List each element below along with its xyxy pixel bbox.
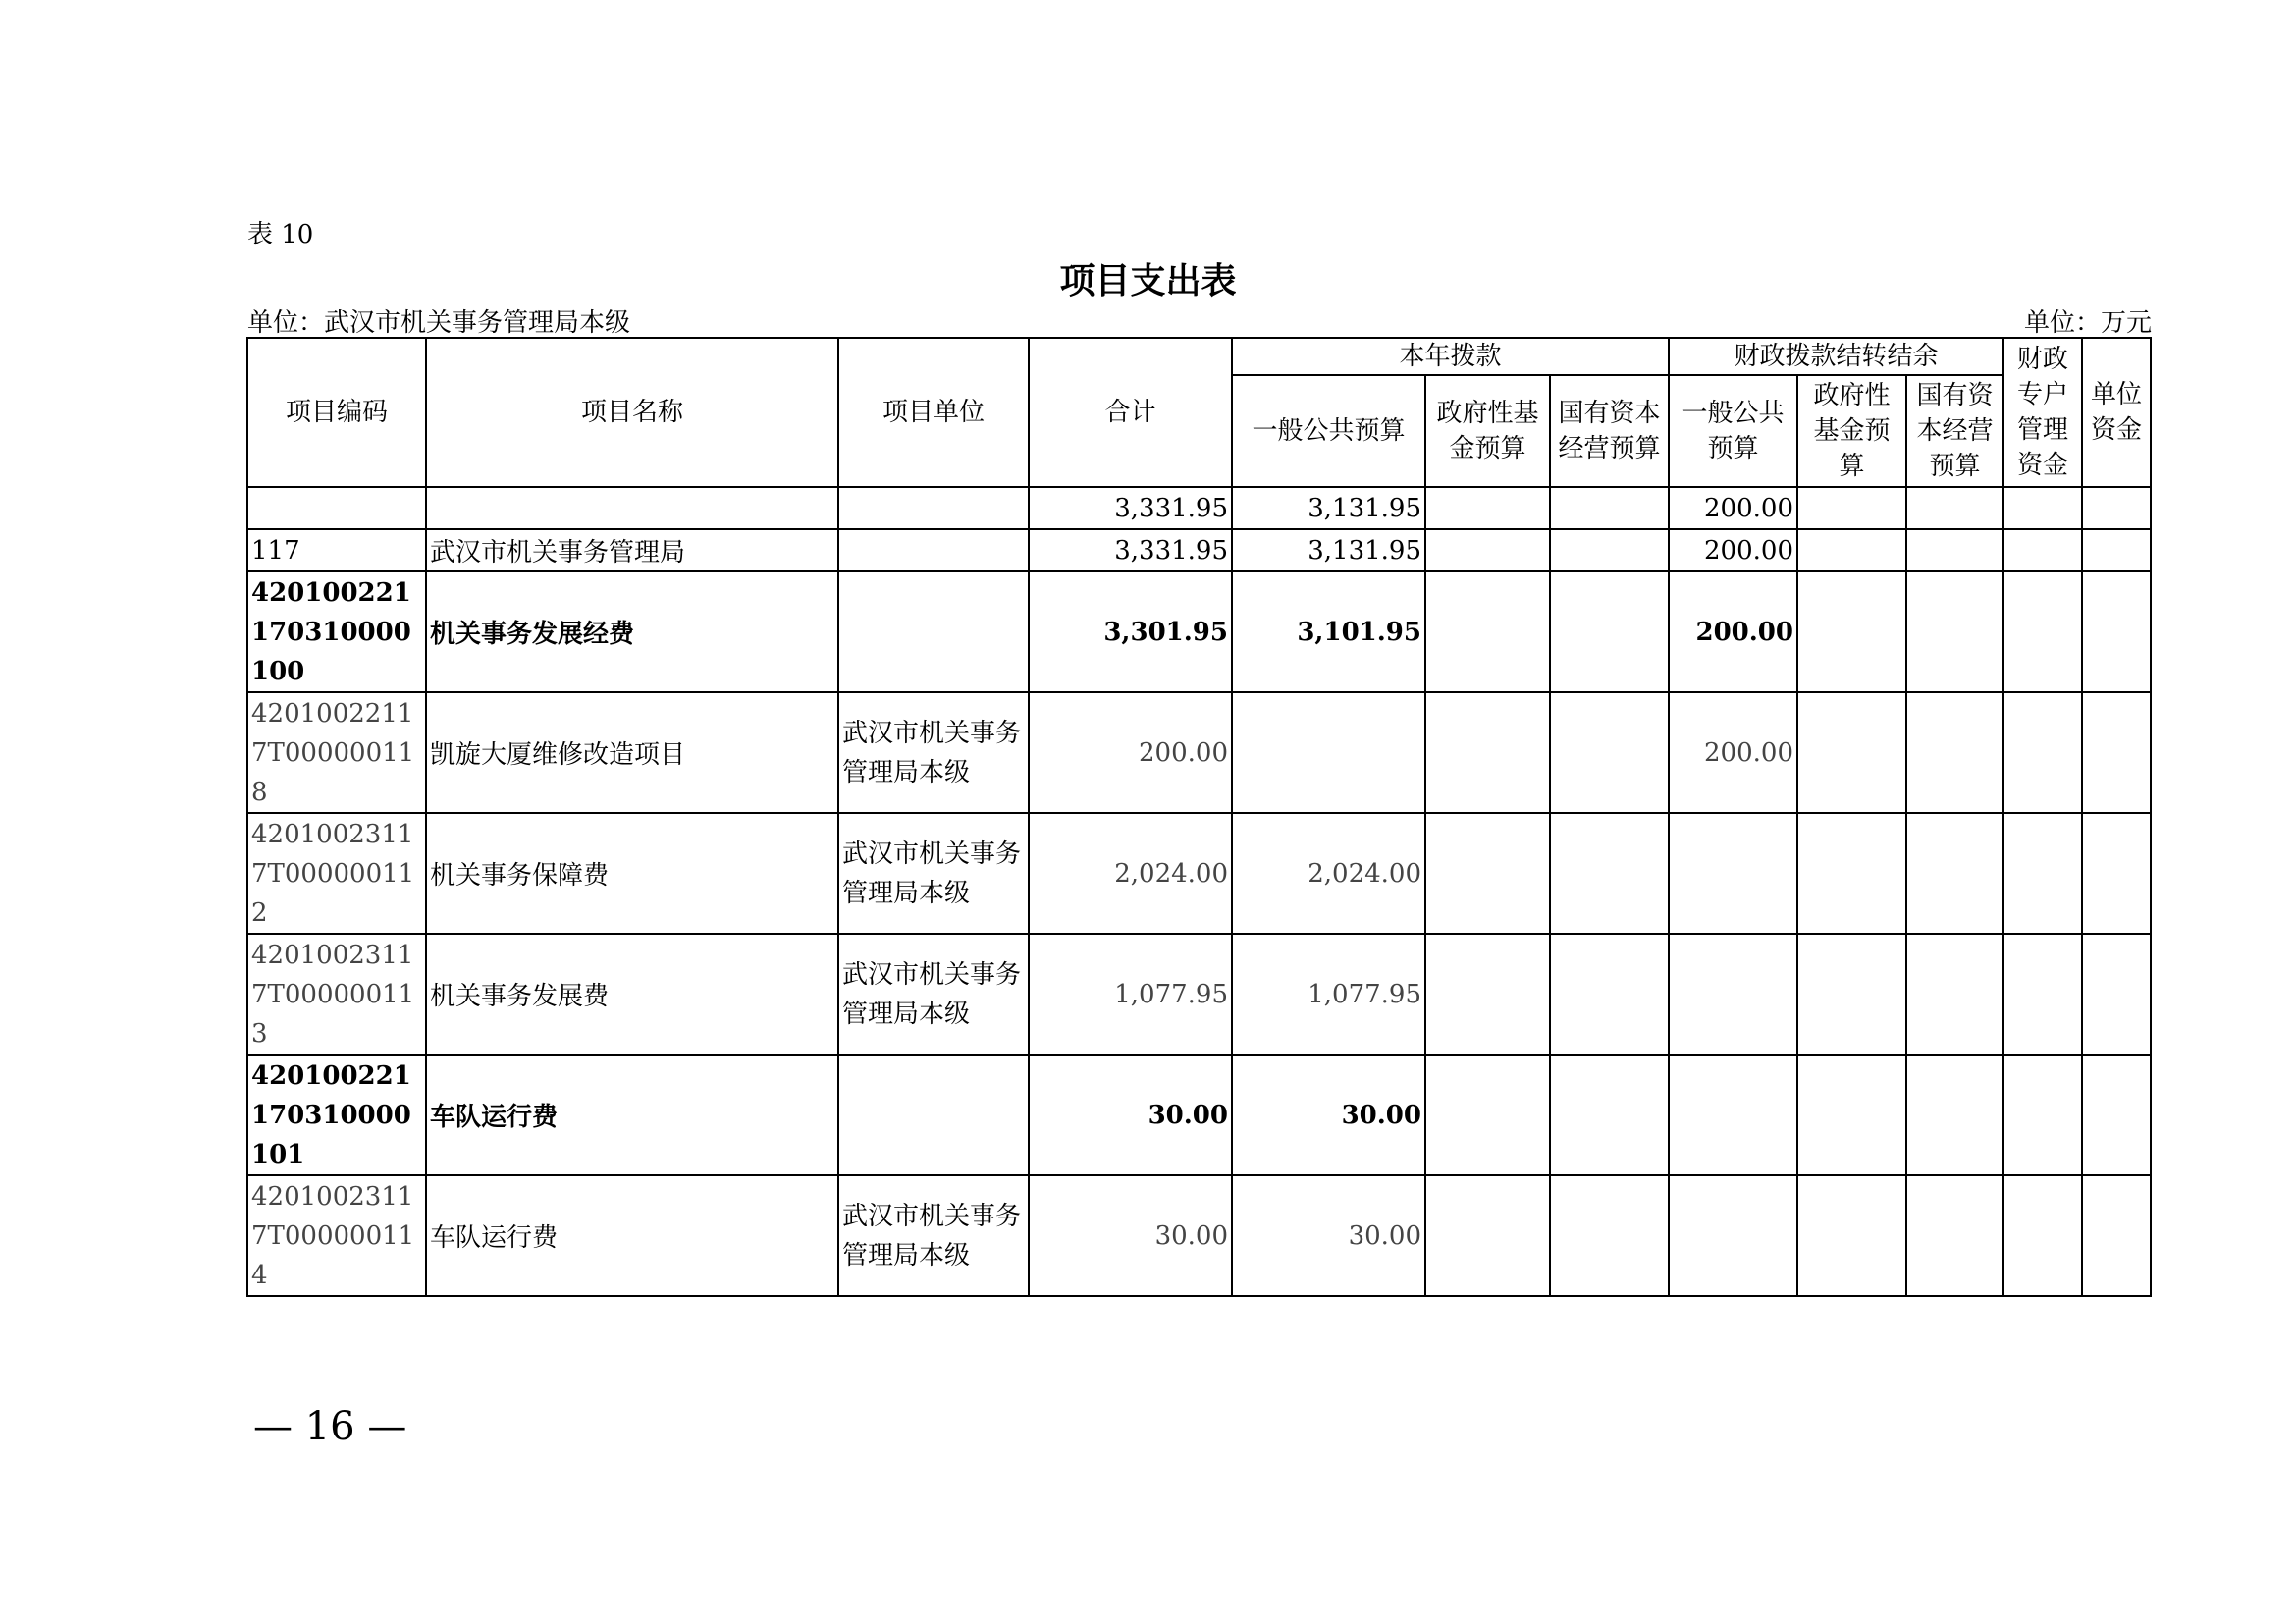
row-fiscal-special [2003,813,2082,934]
row-unit-funds [2082,1175,2151,1296]
row-carryover-general [1669,1055,1797,1175]
table-row [247,487,2151,529]
row-total: 3,331.95 [1029,487,1232,529]
table-row [247,813,2151,934]
row-current-gov-fund [1425,1175,1550,1296]
row-carryover-state-capital [1906,813,2003,934]
row-current-gov-fund [1425,529,1550,571]
row-total: 3,301.95 [1029,571,1232,692]
row-code: 42010023117T000000113 [247,934,426,1055]
row-carryover-gov-fund [1797,934,1906,1055]
row-current-state-capital [1550,692,1669,813]
row-total: 30.00 [1029,1055,1232,1175]
row-carryover-gov-fund [1797,571,1906,692]
row-unit-funds [2082,692,2151,813]
row-code: 42010023117T000000112 [247,813,426,934]
row-carryover-state-capital [1906,1055,2003,1175]
reporting-unit-label: 单位：武汉市机关事务管理局本级 [247,308,631,338]
header-carryover-gov-fund: 政府性基金预算 [1797,375,1906,487]
row-code: 42010023117T000000114 [247,1175,426,1296]
row-code: 420100221170310000100 [247,571,426,692]
page-number: — 16 — [253,1404,407,1449]
header-current-gov-fund: 政府性基金预算 [1425,375,1550,487]
row-current-state-capital [1550,1055,1669,1175]
header-group-carryover: 财政拨款结转结余 [1669,338,2003,375]
header-carryover-state-capital: 国有资本经营预算 [1906,375,2003,487]
table-row [247,692,2151,813]
row-unit: 武汉市机关事务管理局本级 [838,813,1029,934]
row-carryover-gov-fund [1797,487,1906,529]
header-fiscal-special: 财政专户管理资金 [2003,338,2082,487]
header-total: 合计 [1029,338,1232,487]
row-current-state-capital [1550,571,1669,692]
row-name [426,487,838,529]
row-current-general: 3,131.95 [1232,529,1425,571]
header-name: 项目名称 [426,338,838,487]
row-fiscal-special [2003,529,2082,571]
row-unit [838,1055,1029,1175]
row-current-general [1232,692,1425,813]
row-carryover-state-capital [1906,487,2003,529]
header-group-current-year: 本年拨款 [1232,338,1669,375]
table-row [247,1055,2151,1175]
row-current-gov-fund [1425,692,1550,813]
row-name: 机关事务发展费 [426,934,838,1055]
row-unit [838,571,1029,692]
row-total: 200.00 [1029,692,1232,813]
row-current-state-capital [1550,487,1669,529]
header-unit: 项目单位 [838,338,1029,487]
row-current-gov-fund [1425,1055,1550,1175]
project-expenditure-table [246,337,2152,1297]
row-name: 武汉市机关事务管理局 [426,529,838,571]
row-carryover-state-capital [1906,529,2003,571]
row-carryover-state-capital [1906,571,2003,692]
row-carryover-gov-fund [1797,529,1906,571]
row-code: 420100221170310000101 [247,1055,426,1175]
row-carryover-general [1669,813,1797,934]
row-current-general: 3,101.95 [1232,571,1425,692]
row-carryover-general [1669,1175,1797,1296]
table-row [247,529,2151,571]
row-carryover-general: 200.00 [1669,692,1797,813]
row-carryover-general [1669,934,1797,1055]
row-carryover-gov-fund [1797,1055,1906,1175]
row-name: 凯旋大厦维修改造项目 [426,692,838,813]
row-fiscal-special [2003,692,2082,813]
row-total: 1,077.95 [1029,934,1232,1055]
row-carryover-gov-fund [1797,692,1906,813]
row-carryover-state-capital [1906,692,2003,813]
row-code: 42010022117T000000118 [247,692,426,813]
header-code: 项目编码 [247,338,426,487]
row-current-state-capital [1550,1175,1669,1296]
header-current-general: 一般公共预算 [1232,375,1425,487]
row-code: 117 [247,529,426,571]
table-row [247,934,2151,1055]
row-unit: 武汉市机关事务管理局本级 [838,934,1029,1055]
row-fiscal-special [2003,487,2082,529]
row-carryover-state-capital [1906,1175,2003,1296]
row-unit: 武汉市机关事务管理局本级 [838,692,1029,813]
row-current-general: 30.00 [1232,1055,1425,1175]
row-unit [838,487,1029,529]
row-current-state-capital [1550,813,1669,934]
row-unit: 武汉市机关事务管理局本级 [838,1175,1029,1296]
row-fiscal-special [2003,934,2082,1055]
row-fiscal-special [2003,1175,2082,1296]
document-title: 项目支出表 [1059,261,1237,301]
row-current-state-capital [1550,934,1669,1055]
row-name: 机关事务发展经费 [426,571,838,692]
row-carryover-state-capital [1906,934,2003,1055]
row-current-general: 2,024.00 [1232,813,1425,934]
header-current-state-capital: 国有资本经营预算 [1550,375,1669,487]
row-current-gov-fund [1425,487,1550,529]
row-carryover-general: 200.00 [1669,571,1797,692]
row-current-general: 30.00 [1232,1175,1425,1296]
row-current-general: 1,077.95 [1232,934,1425,1055]
header-carryover-general: 一般公共预算 [1669,375,1797,487]
row-total: 2,024.00 [1029,813,1232,934]
row-carryover-general: 200.00 [1669,487,1797,529]
table-row [247,1175,2151,1296]
row-name: 车队运行费 [426,1175,838,1296]
table-row [247,571,2151,692]
row-fiscal-special [2003,571,2082,692]
currency-unit-label: 单位：万元 [2023,308,2152,338]
row-carryover-gov-fund [1797,813,1906,934]
row-current-state-capital [1550,529,1669,571]
row-fiscal-special [2003,1055,2082,1175]
row-unit-funds [2082,487,2151,529]
row-name: 车队运行费 [426,1055,838,1175]
row-current-gov-fund [1425,934,1550,1055]
row-code [247,487,426,529]
row-unit-funds [2082,1055,2151,1175]
row-carryover-general: 200.00 [1669,529,1797,571]
row-current-general: 3,131.95 [1232,487,1425,529]
row-unit-funds [2082,813,2151,934]
row-unit [838,529,1029,571]
row-unit-funds [2082,571,2151,692]
row-unit-funds [2082,529,2151,571]
table-number-label: 表 10 [247,220,314,249]
row-name: 机关事务保障费 [426,813,838,934]
row-unit-funds [2082,934,2151,1055]
row-carryover-gov-fund [1797,1175,1906,1296]
header-unit-funds: 单位资金 [2082,338,2151,487]
row-total: 3,331.95 [1029,529,1232,571]
row-current-gov-fund [1425,571,1550,692]
row-total: 30.00 [1029,1175,1232,1296]
row-current-gov-fund [1425,813,1550,934]
